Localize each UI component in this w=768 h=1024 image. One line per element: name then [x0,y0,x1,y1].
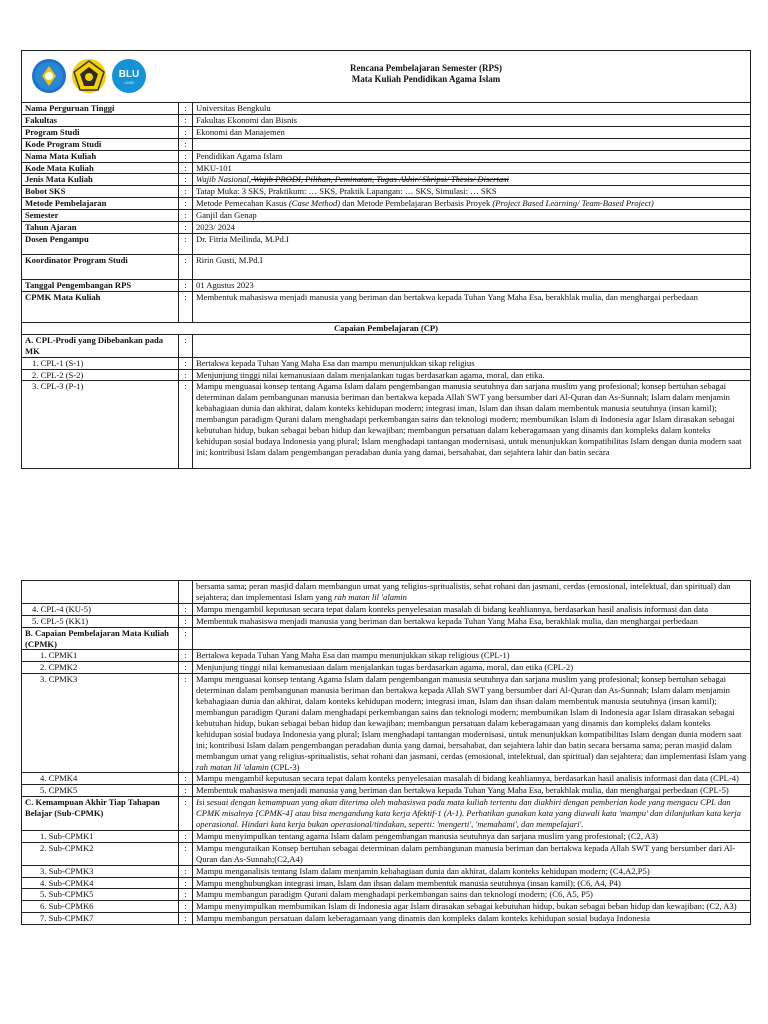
value-metode-d: (Project Based Learning/ Team-Based Project) [492,198,654,209]
row-metode [22,198,751,210]
label-cpmk-mk: CPMK Mata Kuliah [22,291,179,322]
value-cpl-2: Menjunjung tinggi nilai kemanusiaan dalam menjalankan tugas berdasarkan agama, moral, dan etika. [193,369,751,381]
label-semester: Semester [22,210,179,222]
colon: : [179,150,193,162]
label-dosen: Dosen Pengampu [22,233,179,254]
value-dosen: Dr. Fitria Meilinda, M.Pd.I [193,233,751,254]
value-prodi: Ekonomi dan Manajemen [193,126,751,138]
row-tahun [22,222,751,234]
colon: : [179,198,193,210]
value-tanggal: 01 Agustus 2023 [193,279,751,291]
row-kode-prodi [22,138,751,150]
row-cpmk-3 [22,674,751,773]
row-cpl-5 [22,615,751,627]
row-sub-cpmk-1 [22,830,751,842]
label-fakultas: Fakultas [22,114,179,126]
colon: : [179,138,193,150]
cp-heading: Capaian Pembelajaran (CP) [22,322,751,334]
value-cpmk-4: Mampu mengambil keputusan secara tepat dalam konteks penyelesaian masalah di bidang keahliannya, berdasarkan hasil analisis informasi dan data (CPL-4) [193,773,751,785]
row-cpl-3 [22,381,751,469]
label-cpl-4: 4. CPL-4 (KU-5) [22,603,179,615]
row-fakultas [22,114,751,126]
value-cpl-5: Membentuk mahasiswa menjadi manusia yang beriman dan bertakwa kepada Tuhan Yang Maha Esa, berakhlak mulia, dan menghargai perbedaan [193,615,751,627]
colon: : [179,291,193,322]
colon: : [179,357,193,369]
value-kode-prodi [193,138,751,150]
colon: : [179,174,193,186]
blu-logo-subtext: UNIB [124,80,134,85]
colon: : [179,126,193,138]
header-row [22,51,751,103]
colon: : [179,877,193,889]
row-bobot [22,186,751,198]
row-cpl-2 [22,369,751,381]
value-sub-cpmk-2: Mampu menguraikan Konsep bertuhan sebagai determinan dalam pembangunan manusia beriman dan bertakwa kepada Allah SWT yang bersumber dari Al-Quran dan As-Sunnah;(C2,A4) [193,842,751,865]
label-sub-cpmk-section: C. Kemampuan Akhir Tiap Tahapan Belajar (Sub-CPMK) [22,797,179,831]
colon: : [179,627,193,650]
value-kode-mk: MKU-101 [193,162,751,174]
row-koordinator [22,254,751,279]
value-metode-c: dan Metode Pembelajaran Berbasis Proyek [340,198,493,209]
rps-table-page-1 [21,50,751,469]
label-jenis: Jenis Mata Kuliah [22,174,179,186]
row-sub-cpmk-5 [22,889,751,901]
colon: : [179,865,193,877]
label-cpl-3: 3. CPL-3 (P-1) [22,381,179,469]
value-sub-cpmk-note: Isi sesuai dengan kemampuan yang akan diterima oleh mahasiswa pada mata kuliah tertentu dan diakhiri dengan pemberian kode yang mengacu CPL dan CPMK misalnya [CPMK-4] atau bisa mengandung kata kerja Afektif-1 (A-1). Perhatikan gunakan kata yang diawali kata 'mampu' dan dilanjutkan kata kerja operasional. Hindari kata kerja bukan operasional/tindakan, seperti: 'mengerti', 'memahami', dan mempelajari'. [193,797,751,831]
value-jenis-selected: Wajib Nasional, [196,174,252,185]
label-sub-cpmk-7: 7. Sub-CPMK7 [22,913,179,925]
row-jenis [22,174,751,186]
label-cpl-1: 1. CPL-1 (S-1) [22,357,179,369]
label-koordinator: Koordinator Program Studi [22,254,179,279]
value-cpmk-2: Menjunjung tinggi nilai kemanusiaan dalam menjalankan tugas berdasarkan agama, moral, dan etika (CPL-2) [193,662,751,674]
label-prodi: Program Studi [22,126,179,138]
colon: : [179,650,193,662]
row-dosen [22,233,751,254]
label-sub-cpmk-5: 5. Sub-CPMK5 [22,889,179,901]
colon: : [179,210,193,222]
row-cpmk-heading [22,627,751,650]
colon: : [179,233,193,254]
row-cpl-4 [22,603,751,615]
value-cpmk-mk: Membentuk mahasiswa menjadi manusia yang beriman dan bertakwa kepada Tuhan Yang Maha Esa, berakhlak mulia, dan menghargai perbedaan [193,291,751,322]
colon: : [179,381,193,469]
label-bobot: Bobot SKS [22,186,179,198]
colon: : [179,603,193,615]
row-cpl-1 [22,357,751,369]
colon: : [179,222,193,234]
label-sub-cpmk-2: 2. Sub-CPMK2 [22,842,179,865]
value-cpmk-3-italic: rah matan lil 'alamin [196,761,269,772]
label-tanggal: Tanggal Pengembangan RPS [22,279,179,291]
label-sub-cpmk-3: 3. Sub-CPMK3 [22,865,179,877]
value-koordinator: Ririn Gusti, M.Pd.I [193,254,751,279]
colon: : [179,889,193,901]
colon: : [179,830,193,842]
row-kode-mk [22,162,751,174]
blu-logo [112,59,146,93]
value-bobot: Tatap Muka: 3 SKS, Praktikum: … SKS, Praktik Lapangan: … SKS, Simulasi: … SKS [193,186,751,198]
colon: : [179,785,193,797]
value-sub-cpmk-3: Mampu menganalisis tentang Islam dalam menjamin kebahagiaan dunia dan akhirat, dalam konteks kehidupan modern; (C4,A2,P5) [193,865,751,877]
colon: : [179,842,193,865]
value-nama-mk: Pendidikan Agama Islam [193,150,751,162]
value-cpmk-5: Membentuk mahasiswa menjadi manusia yang beriman dan bertakwa kepada Tuhan Yang Maha Esa, berakhlak mulia, dan menghargai perbedaan (CPL-5) [193,785,751,797]
colon: : [179,913,193,925]
label-kode-mk: Kode Mata Kuliah [22,162,179,174]
blu-logo-text: BLU [118,69,140,80]
colon: : [179,369,193,381]
tut-wuri-handayani-logo [32,59,66,93]
value-semester: Ganjil dan Genap [193,210,751,222]
value-tahun: 2023/ 2024 [193,222,751,234]
colon: : [179,279,193,291]
value-perguruan: Universitas Bengkulu [193,103,751,115]
label-tahun: Tahun Ajaran [22,222,179,234]
label-cpmk-3: 3. CPMK3 [22,674,179,773]
rps-table-page-2 [21,580,751,925]
row-cpmk-5 [22,785,751,797]
label-cpmk-5: 5. CPMK5 [22,785,179,797]
universitas-bengkulu-logo [72,59,106,93]
label-perguruan: Nama Perguruan Tinggi [22,103,179,115]
label-cpmk-4: 4. CPMK4 [22,773,179,785]
label-sub-cpmk-4: 4. Sub-CPMK4 [22,877,179,889]
value-cpmk-3: Mampu menguasai konsep tentang Agama Islam dalam pengembangan manusia seutuhnya dan sarjana muslim yang profesional; konsep bertuhan sebagai determinan dalam pembangunan manusia beriman dan bertakwa kepada Allah SWT yang bersumber dari Al-Quran dan As-Sunnah; Islam dalam menjamin kebahagiaan dunia dan akhirat, dalam konteks kehidupan modern; integrasi iman, Islam dan ihsan dalam membentuk manusia seutuhnya (insan kamil); membangun paradigm Qurani dalam menghadapi perkembangan sains dan teknologi modern; membumikan Islam di Indonesia agar Islam dirasakan sebagai kebutuhan hidup, bukan sebagai beban hidup dan kewajiban; membangun persatuan dalam keberagamaan yang dinamis dan kompleks dalam konteks kehidupan sosial budaya Indonesia yang plural; Islam menghadapi tantangan modernisasi, untuk menunjukkan kompatibilitas Islam dengan dunia modern saat ini; kontribusi Islam dalam pengembangan peradaban dunia yang damai, bersahabat, dan sejahtera lahir dan batin secara bersama sama; peran masjid dalam membangun umat yang religius-spritualistis, sehat rohani dan jasmani, cerdas (emosional, intelektual, dan spiritual) dan sejahtera; dan implementasi Islam yang [196,674,747,761]
colon: : [179,901,193,913]
row-cpmk-4 [22,773,751,785]
row-cpmk-2 [22,662,751,674]
colon: : [179,114,193,126]
value-fakultas: Fakultas Ekonomi dan Bisnis [193,114,751,126]
colon: : [179,186,193,198]
value-cpmk-1: Bertakwa kepada Tuhan Yang Maha Esa dan mampu menunjukkan sikap religious (CPL-1) [193,650,751,662]
row-sub-cpmk-3 [22,865,751,877]
value-metode-b: (Case Method) [288,198,341,209]
value-sub-cpmk-5: Mampu membangun paradigm Qurani dalam menghadapi perkembangan sains dan teknologi modern; (C6, A5, P5) [193,889,751,901]
label-cpmk-1: 1. CPMK1 [22,650,179,662]
row-cpmk-mk [22,291,751,322]
value-sub-cpmk-7: Mampu membangun persatuan dalam keberagamaan yang dinamis dan kompleks dalam konteks kehidupan sosial budaya Indonesia [193,913,751,925]
value-cpl-1: Bertakwa kepada Tuhan Yang Maha Esa dan mampu menunjukkan sikap religius [193,357,751,369]
value-jenis-struck: Wajib PRODI, Pilihan, Peminatan, Tugas Akhir/ Skripsi/ Thesis/ Disertasi [251,174,509,185]
value-cpl-3-italic: rah matan lil 'alamin [334,591,407,602]
row-nama-mk [22,150,751,162]
value-cpl-3-continued: bersama sama; peran masjid dalam membangun umat yang religius-spritualistis, sehat rohani dan jasmani, cerdas (emosional, intelektual, dan spiritual) dan sejahtera; dan implementasi Islam yang [196,581,731,602]
label-metode: Metode Pembelajaran [22,198,179,210]
colon: : [179,162,193,174]
value-cpl-3: Mampu menguasai konsep tentang Agama Islam dalam pengembangan manusia seutuhnya dan sarjana muslim yang profesional; konsep bertuhan sebagai determinan dalam pembangunan manusia beriman dan bertakwa kepada Allah SWT yang bersumber dari Al-Quran dan As-Sunnah; Islam dalam menjamin kebahagiaan dunia dan akhirat, dalam konteks kehidupan modern; integrasi iman, Islam dan ihsan dalam membentuk manusia seutuhnya (insan kamil); membangun paradigm Qurani dalam menghadapi perkembangan sains dan teknologi modern; membumikan Islam di Indonesia agar Islam dirasakan sebagai kebutuhan hidup, bukan sebagai beban hidup dan kewajiban; membangun persatuan dalam keberagamaan yang dinamis dan kompleks dalam konteks kehidupan sosial budaya Indonesia yang plural; Islam menghadapi tantangan modernisasi, untuk menunjukkan kompatibilitas Islam dengan dunia modern saat ini; kontribusi Islam dalam pengembangan peradaban dunia yang damai, bersahabat, dan sejahtera lahir dan batin secara [193,381,751,469]
colon: : [179,103,193,115]
colon: : [179,615,193,627]
value-sub-cpmk-4: Mampu menghubungkan integrasi iman, Islam dan ihsan dalam membentuk manusia seutuhnya (insan kamil); (C6, A4, P4) [193,877,751,889]
row-sub-cpmk-7 [22,913,751,925]
colon: : [179,662,193,674]
logo-group [22,59,146,93]
document-title: Rencana Pembelajaran Semester (RPS) [349,63,503,73]
row-perguruan [22,103,751,115]
row-sub-cpmk-2 [22,842,751,865]
row-prodi [22,126,751,138]
value-sub-cpmk-6: Mampu menyimpulkan membumikan Islam di Indonesia agar Islam dirasakan sebagai kebutuhan hidup, bukan sebagai beban hidup dan kewajiban; (C2, A3) [193,901,751,913]
label-sub-cpmk-1: 1. Sub-CPMK1 [22,830,179,842]
label-kode-prodi: Kode Program Studi [22,138,179,150]
label-cpl-prodi: A. CPL-Prodi yang Dibebankan pada MK [22,334,179,357]
label-cpmk-2: 2. CPMK2 [22,662,179,674]
label-sub-cpmk-6: 6. Sub-CPMK6 [22,901,179,913]
rps-page-2 [21,580,750,925]
colon: : [179,254,193,279]
colon: : [179,334,193,357]
label-cpmk-section: B. Capaian Pembelajaran Mata Kuliah (CPMK) [22,627,179,650]
label-nama-mk: Nama Mata Kuliah [22,150,179,162]
value-metode-a: Metode Pemecahan Kasus [196,198,289,209]
value-sub-cpmk-1: Mampu menyimpulkan tentang agama Islam dalam pengembangan manusia seutuhnya dan sarjana muslim yang profesional; (C2, A3) [193,830,751,842]
value-cpl-4: Mampu mengambil keputusan secara tepat dalam konteks penyelesaian masalah di bidang keahliannya, berdasarkan hasil analisis informasi dan data [193,603,751,615]
row-semester [22,210,751,222]
document-subtitle: Mata Kuliah Pendidikan Agama Islam [351,74,501,84]
value-cpmk-3-code: (CPL-3) [268,761,300,772]
colon: : [179,773,193,785]
colon: : [179,797,193,831]
row-sub-cpmk-4 [22,877,751,889]
label-cpl-5: 5. CPL-5 (KK1) [22,615,179,627]
row-sub-cpmk-6 [22,901,751,913]
row-sub-cpmk-heading [22,797,751,831]
row-cpl-3-continued [22,581,751,604]
rps-page-1 [21,50,750,469]
row-tanggal [22,279,751,291]
row-cpl-heading [22,334,751,357]
row-cpmk-1 [22,650,751,662]
label-cpl-2: 2. CPL-2 (S-2) [22,369,179,381]
row-cp-heading [22,322,751,334]
colon: : [179,674,193,773]
